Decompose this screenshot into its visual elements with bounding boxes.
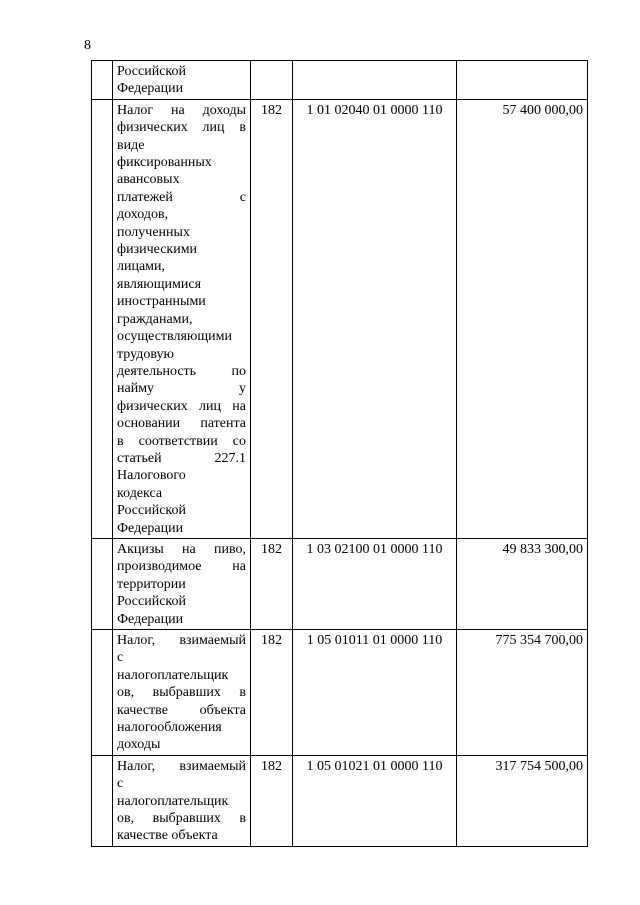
- table-row: [92, 99, 588, 538]
- revenue-name-line: лицами,: [117, 259, 166, 275]
- page-number: 8: [84, 38, 91, 53]
- administrator-code-cell: [251, 61, 293, 100]
- revenue-name-line: деятельность по: [117, 363, 246, 379]
- revenue-name-line: производимое на: [117, 559, 246, 575]
- budget-classification-code-cell: 1 05 01021 01 0000 110: [293, 755, 457, 846]
- revenue-name-line: Российской: [117, 594, 186, 610]
- revenue-name-cell: [113, 61, 251, 100]
- revenue-name-line: иностранными: [117, 294, 206, 310]
- revenue-name-line: ов, выбравших в: [117, 685, 246, 701]
- revenue-name-line: платежей с: [117, 189, 246, 205]
- revenue-name-line: физических лиц на: [117, 398, 246, 414]
- revenue-name-line: налогоплательщик: [117, 667, 229, 683]
- amount-cell: [457, 61, 588, 100]
- revenue-table-body: [92, 61, 588, 847]
- row-number-cell: [92, 538, 113, 629]
- revenue-name-line: Налог на доходы: [117, 102, 246, 118]
- revenue-name-line: Российской: [117, 64, 186, 79]
- administrator-code-cell: 182: [251, 99, 293, 538]
- table-row: [92, 755, 588, 846]
- administrator-code-cell: 182: [251, 630, 293, 756]
- revenue-name-line: виде: [117, 137, 145, 153]
- revenue-name-line: качестве объекта: [117, 828, 218, 844]
- revenue-name-line: с: [117, 776, 124, 792]
- revenue-name-line: налогообложения: [117, 720, 222, 736]
- revenue-name-line: кодекса: [117, 485, 163, 501]
- revenue-name-line: гражданами,: [117, 311, 193, 327]
- revenue-name-line: Налог, взимаемый: [117, 633, 246, 648]
- revenue-name-line: налогоплательщик: [117, 793, 229, 809]
- revenue-name-line: в соответствии со: [117, 433, 246, 449]
- revenue-name-line: полученных: [117, 224, 190, 240]
- revenue-name-line: качестве объекта: [117, 702, 246, 718]
- revenue-name-line: территории: [117, 576, 186, 592]
- revenue-name-line: физическими: [117, 242, 198, 258]
- administrator-code-cell: 182: [251, 755, 293, 846]
- revenue-name-line: трудовую: [117, 346, 174, 362]
- row-number-cell: [92, 61, 113, 100]
- row-number-cell: [92, 630, 113, 756]
- budget-classification-code-cell: 1 03 02100 01 0000 110: [293, 538, 457, 629]
- revenue-name-line: ов, выбравших в: [117, 811, 246, 827]
- amount-cell: 57 400 000,00: [457, 99, 588, 538]
- revenue-name-line: Федерации: [117, 81, 184, 97]
- revenue-name-line: физических лиц в: [117, 120, 246, 136]
- revenue-name-line: фиксированных: [117, 155, 212, 171]
- table-row: [92, 61, 588, 100]
- revenue-name-line: основании патента: [117, 416, 246, 432]
- revenue-name-cell: [113, 755, 251, 846]
- amount-cell: 49 833 300,00: [457, 538, 588, 629]
- table-row: [92, 630, 588, 756]
- revenue-table: [91, 60, 588, 847]
- revenue-name-line: являющимися: [117, 276, 202, 292]
- row-number-cell: [92, 755, 113, 846]
- revenue-name-cell: [113, 538, 251, 629]
- amount-cell: 317 754 500,00: [457, 755, 588, 846]
- revenue-name-line: с: [117, 650, 124, 666]
- budget-classification-code-cell: 1 05 01011 01 0000 110: [293, 630, 457, 756]
- revenue-name-line: Акцизы на пиво,: [117, 541, 246, 557]
- revenue-name-line: Российской: [117, 503, 186, 519]
- revenue-name-cell: [113, 630, 251, 756]
- revenue-name-line: Налог, взимаемый: [117, 758, 246, 774]
- revenue-name-line: авансовых: [117, 172, 180, 188]
- budget-classification-code-cell: [293, 61, 457, 100]
- revenue-name-cell: [113, 99, 251, 538]
- revenue-name-line: статьей 227.1: [117, 450, 246, 466]
- revenue-name-line: Федерации: [117, 520, 184, 536]
- row-number-cell: [92, 99, 113, 538]
- revenue-name-line: найму у: [117, 381, 246, 397]
- revenue-name-line: доходов,: [117, 207, 169, 223]
- revenue-name-line: Налогового: [117, 468, 186, 484]
- table-row: [92, 538, 588, 629]
- revenue-name-line: доходы: [117, 737, 161, 753]
- revenue-name-line: Федерации: [117, 611, 184, 627]
- amount-cell: 775 354 700,00: [457, 630, 588, 756]
- budget-classification-code-cell: 1 01 02040 01 0000 110: [293, 99, 457, 538]
- administrator-code-cell: 182: [251, 538, 293, 629]
- revenue-name-line: осуществляющими: [117, 329, 232, 345]
